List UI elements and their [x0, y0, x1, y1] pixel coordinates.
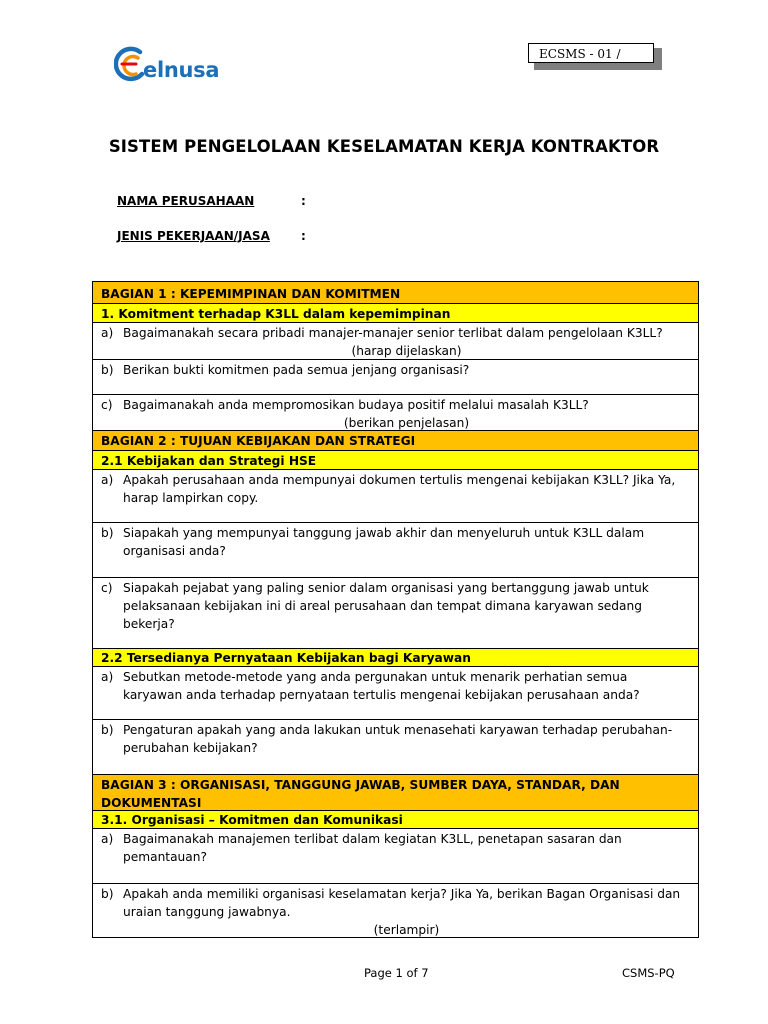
- question-label: b): [101, 363, 114, 377]
- question-row[interactable]: [93, 395, 698, 431]
- questionnaire-table: [92, 281, 699, 938]
- question-text: Siapakah yang mempunyai tanggung jawab akhir dan menyeluruh untuk K3LL dalam organisasi anda?: [123, 526, 645, 558]
- section-header-bagian-3: BAGIAN 3 : ORGANISASI, TANGGUNG JAWAB, SUMBER DAYA, STANDAR, DAN DOKUMENTASI: [93, 775, 698, 811]
- question-note: (harap dijelaskan): [351, 344, 462, 358]
- question-label: a): [101, 832, 114, 846]
- question-label: b): [101, 723, 114, 737]
- subsection-header-3-1: 3.1. Organisasi – Komitmen dan Komunikasi: [93, 811, 698, 829]
- question-row[interactable]: [93, 884, 698, 937]
- question-label: b): [101, 887, 114, 901]
- question-row[interactable]: [93, 470, 698, 523]
- section-header-bagian-2: BAGIAN 2 : TUJUAN KEBIJAKAN DAN STRATEGI: [93, 431, 698, 451]
- subsection-header-2-2: 2.2 Tersedianya Pernyataan Kebijakan bagi Karyawan: [93, 649, 698, 667]
- question-text: Berikan bukti komitmen pada semua jenjang organisasi?: [123, 363, 470, 377]
- question-row[interactable]: [93, 720, 698, 775]
- question-note: (berikan penjelasan): [343, 416, 470, 430]
- doc-code: ECSMS - 01 /: [539, 47, 621, 61]
- subsection-header-2-1: 2.1 Kebijakan dan Strategi HSE: [93, 451, 698, 470]
- question-text: Apakah perusahaan anda mempunyai dokumen tertulis mengenai kebijakan K3LL? Jika Ya, harap lampirkan copy.: [123, 473, 676, 505]
- question-row[interactable]: [93, 360, 698, 395]
- question-row[interactable]: [93, 667, 698, 720]
- question-row[interactable]: [93, 829, 698, 884]
- footer-doc-code: CSMS-PQ: [622, 966, 675, 980]
- subsection-header-1: 1. Komitment terhadap K3LL dalam kepemimpinan: [93, 304, 698, 323]
- question-label: b): [101, 526, 114, 540]
- question-label: a): [101, 670, 114, 684]
- question-text: Siapakah pejabat yang paling senior dalam organisasi yang bertanggung jawab untuk pelaksanaan kebijakan ini di areal perusahaan dan tempat dimana karyawan sedang bekerja?: [123, 581, 649, 631]
- question-row[interactable]: [93, 523, 698, 578]
- question-label: c): [101, 398, 113, 412]
- job-type-label: JENIS PEKERJAAN/JASA: [117, 229, 270, 243]
- question-row[interactable]: [93, 578, 698, 649]
- question-note: (terlampir): [373, 923, 440, 937]
- company-name-colon: :: [301, 194, 306, 208]
- doc-code-box: [528, 43, 654, 63]
- logo-text: elnusa: [143, 58, 220, 82]
- question-label: a): [101, 473, 114, 487]
- question-text: Pengaturan apakah yang anda lakukan untuk menasehati karyawan terhadap perubahan-perubahan kebijakan?: [123, 723, 673, 755]
- question-text: Bagaimanakah manajemen terlibat dalam kegiatan K3LL, penetapan sasaran dan pemantauan?: [123, 832, 622, 864]
- company-logo: [114, 44, 249, 88]
- question-row[interactable]: [93, 323, 698, 360]
- question-label: c): [101, 581, 113, 595]
- question-text: Bagaimanakah secara pribadi manajer-manajer senior terlibat dalam pengelolaan K3LL?: [123, 326, 663, 340]
- section-header-bagian-1: BAGIAN 1 : KEPEMIMPINAN DAN KOMITMEN: [93, 282, 698, 304]
- page-number: Page 1 of 7: [364, 966, 429, 980]
- question-text: Apakah anda memiliki organisasi keselamatan kerja? Jika Ya, berikan Bagan Organisasi dan uraian tanggung jawabnya.: [123, 887, 681, 919]
- question-label: a): [101, 326, 114, 340]
- page-title: SISTEM PENGELOLAAN KESELAMATAN KERJA KONTRAKTOR: [108, 137, 660, 156]
- question-text: Bagaimanakah anda mempromosikan budaya positif melalui masalah K3LL?: [123, 398, 589, 412]
- job-type-colon: :: [301, 229, 306, 243]
- company-name-label: NAMA PERUSAHAAN: [117, 194, 255, 208]
- question-text: Sebutkan metode-metode yang anda pergunakan untuk menarik perhatian semua karyawan anda terhadap pernyataan tertulis mengenai kebijakan perusahaan anda?: [123, 670, 640, 702]
